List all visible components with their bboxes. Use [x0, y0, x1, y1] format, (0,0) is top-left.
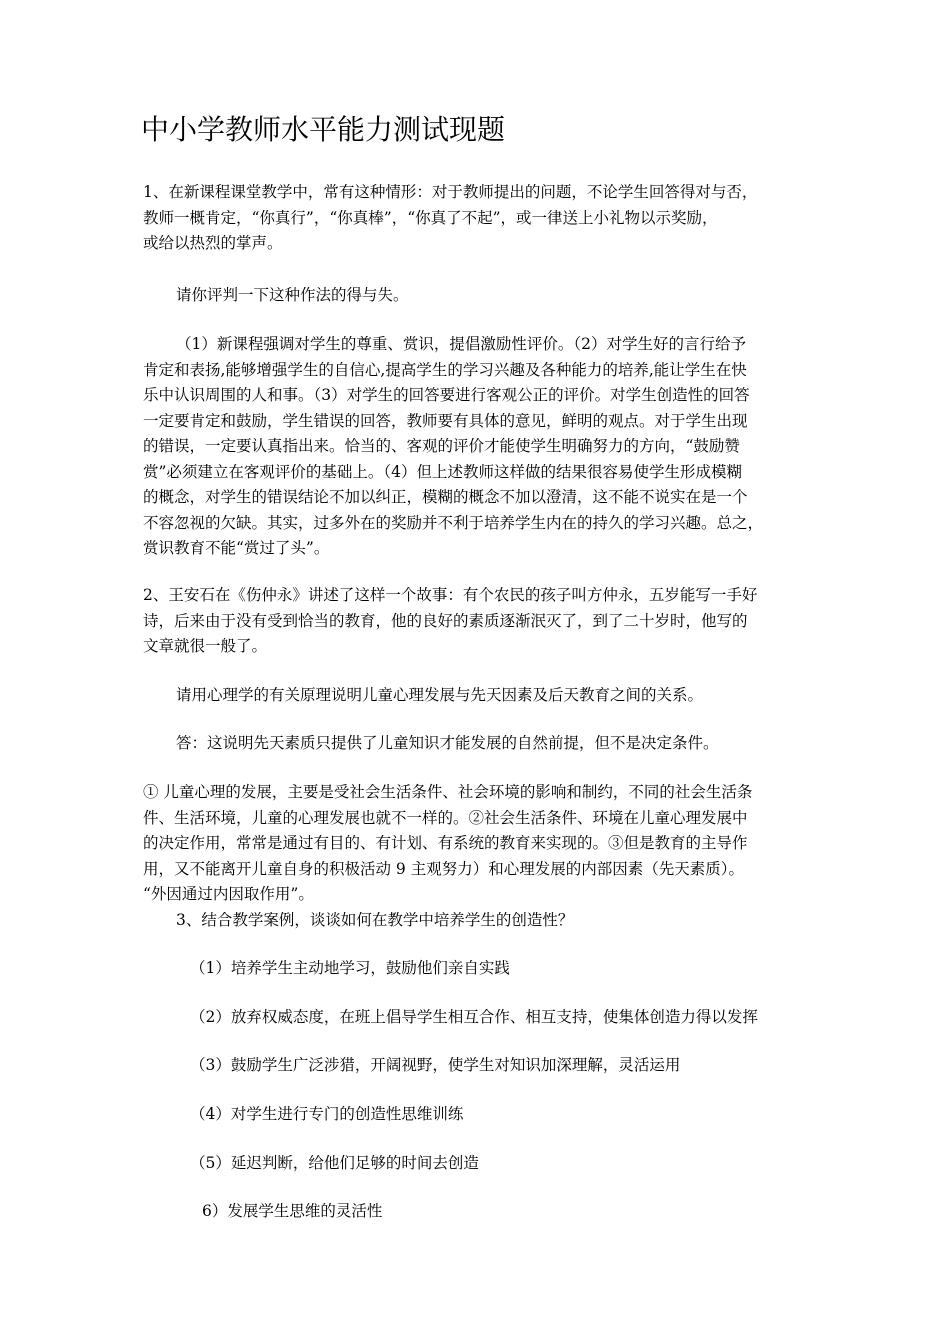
question-2-answer	[143, 780, 833, 908]
text-line: 的决定作用，常常是通过有目的、有计划、有系统的教育来实现的。③但是教育的主导作	[143, 834, 748, 852]
text-line: 的错误，一定要认真指出来。恰当的、客观的评价才能使学生明确努力的方向，“鼓励赞	[143, 437, 740, 455]
text-line: 件、生活环境，儿童的心理发展也就不一样的。②社会生活条件、环境在儿童心理发展中	[143, 808, 748, 827]
text-line: 1、在新课程课堂教学中，常有这种情形：对于教师提出的问题，不论学生回答得对与否，	[143, 183, 758, 201]
document-title: 中小学教师水平能力测试现题	[141, 113, 506, 146]
text-line: 2、王安石在《伤仲永》讲述了这样一个故事：有个农民的孩子叫方仲永，五岁能写一手好	[143, 586, 758, 604]
question-3-title-text: 3、结合教学案例，谈谈如何在教学中培养学生的创造性？	[176, 911, 574, 929]
question-3-item-1	[190, 956, 830, 982]
answer-intro-text: 答：这说明先天素质只提供了儿童知识才能发展的自然前提，但不是决定条件。	[176, 734, 719, 752]
question-2-prompt	[176, 683, 836, 709]
list-item: （1）培养学生主动地学习，鼓励他们亲自实践	[190, 959, 510, 977]
list-item: 6）发展学生思维的灵活性	[202, 1202, 383, 1220]
text-line: 诗，后来由于没有受到恰当的教育，他的良好的素质逐渐泯灭了，到了二十岁时，他写的	[143, 611, 748, 630]
list-item: （2）放弃权威态度，在班上倡导学生相互合作、相互支持，使集体创造力得以发挥	[190, 1008, 758, 1026]
question-1-text	[143, 180, 833, 257]
text-line: 一定要肯定和鼓励，学生错误的回答，教师要有具体的意见，鲜明的观点。对于学生出现	[143, 411, 748, 430]
question-3-title	[176, 908, 836, 934]
question-1-prompt	[176, 283, 836, 309]
list-item: （5）延迟判断，给他们足够的时间去创造	[190, 1154, 479, 1172]
text-line: （1）新课程强调对学生的尊重、赏识，提倡激励性评价。（2）对学生好的言行给予	[176, 335, 746, 353]
question-3-item-5	[190, 1151, 830, 1177]
text-line: 文章就很一般了。	[143, 637, 268, 655]
question-3-item-6	[202, 1199, 822, 1225]
list-item: （3）鼓励学生广泛涉猎，开阔视野，使学生对知识加深理解，灵活运用	[190, 1056, 681, 1074]
text-line: 或给以热烈的掌声。	[143, 234, 283, 252]
text-line: 肯定和表扬,能够增强学生的自信心,提高学生的学习兴趣及各种能力的培养,能让学生在快	[143, 360, 747, 379]
prompt-text: 请你评判一下这种作法的得与失。	[176, 286, 409, 304]
text-line: 不容忽视的欠缺。其实，过多外在的奖励并不利于培养学生内在的持久的学习兴趣。总之，	[143, 513, 764, 532]
question-3-item-2	[190, 1005, 830, 1031]
text-line: “外因通过内因取作用”。	[143, 885, 314, 903]
text-line: ① 儿童心理的发展，主要是受社会生活条件、社会环境的影响和制约，不同的社会生活条	[143, 783, 753, 801]
text-line: 赏”必须建立在客观评价的基础上。（4）但上述教师这样做的结果很容易使学生形成模糊	[143, 462, 743, 481]
text-line: 乐中认识周围的人和事。（3）对学生的回答要进行客观公正的评价。对学生创造性的回答	[143, 386, 750, 404]
question-1-answer	[143, 332, 833, 562]
question-2-answer-intro	[176, 731, 836, 757]
text-line: 的概念，对学生的错误结论不加以纠正，模糊的概念不加以澄清，这不能不说实在是一个	[143, 488, 748, 506]
text-line: 教师一概肯定，“你真行”，“你真棒”，“你真了不起”，或一律送上小礼物以示奖励，	[143, 208, 718, 227]
question-2-text	[143, 583, 833, 660]
prompt-text: 请用心理学的有关原理说明儿童心理发展与先天因素及后天教育之间的关系。	[176, 686, 704, 704]
text-line: 赏识教育不能“赏过了头”。	[143, 539, 330, 557]
question-3-item-4	[190, 1102, 830, 1128]
question-3-item-3	[190, 1053, 830, 1079]
list-item: （4）对学生进行专门的创造性思维训练	[190, 1105, 464, 1123]
text-line: 用，又不能离开儿童自身的积极活动 9 主观努力）和心理发展的内部因素（先天素质）。	[143, 859, 744, 878]
